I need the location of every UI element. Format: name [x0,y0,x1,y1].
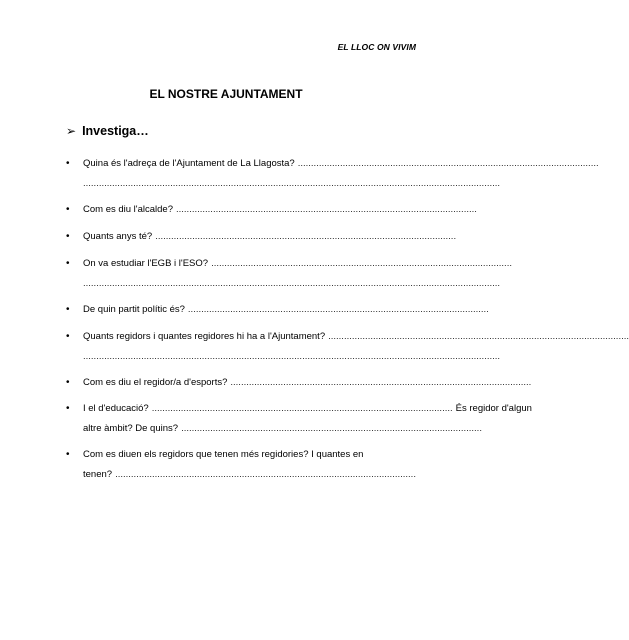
question-text: És regidor d'algun [455,403,532,414]
answer-line[interactable]: .................................................................................................................. [115,469,416,480]
section-label: Investiga… [82,124,149,138]
question-text: De quin partit polític és? [83,304,185,315]
question-item [66,327,629,367]
answer-line[interactable]: .................................................................................................................. [230,377,532,388]
question-item [66,300,489,320]
bullet-icon: • [66,449,70,460]
question-item [66,399,532,439]
question-text: altre àmbit? De quins? [83,423,179,434]
bullet-icon: • [66,204,70,215]
bullet-icon: • [66,258,70,269]
section-heading [66,124,149,138]
arrow-bullet-icon: ➢ [66,124,77,138]
page-title: EL NOSTRE AJUNTAMENT [149,87,303,101]
question-text: tenen? [83,469,113,480]
question-text: Com es diuen els regidors que tenen més regidories? I quantes en [83,449,364,460]
answer-line[interactable]: .............................................................................................................................................................. [83,278,501,289]
question-list [66,154,629,485]
bullet-icon: • [66,331,70,342]
question-item [66,154,599,194]
answer-line[interactable]: .................................................................................................................. [151,403,453,414]
answer-line[interactable]: .................................................................................................................. [211,258,512,269]
bullet-icon: • [66,304,70,315]
question-text: Quants regidors i quantes regidores hi ha a l'Ajuntament? [83,331,326,342]
question-item [66,254,512,294]
answer-line[interactable]: .................................................................................................................. [297,158,599,169]
question-item [66,200,477,220]
question-item [66,373,532,393]
answer-line[interactable]: .............................................................................................................................................................. [83,351,501,362]
question-text: Quants anys té? [83,231,153,242]
question-item [66,227,457,247]
question-text: I el d'educació? [83,403,149,414]
page-header: EL LLOC ON VIVIM [337,42,416,52]
answer-line[interactable]: .................................................................................................................. [328,331,629,342]
question-text: Com es diu el regidor/a d'esports? [83,377,228,388]
question-text: Quina és l'adreça de l'Ajuntament de La Llagosta? [83,158,295,169]
bullet-icon: • [66,377,70,388]
bullet-icon: • [66,403,70,414]
answer-line[interactable]: .............................................................................................................................................................. [83,178,501,189]
answer-line[interactable]: .................................................................................................................. [181,423,482,434]
question-text: Com es diu l'alcalde? [83,204,173,215]
question-item [66,445,418,485]
answer-line[interactable]: .................................................................................................................. [155,231,457,242]
bullet-icon: • [66,231,70,242]
question-text: On va estudiar l'EGB i l'ESO? [83,258,209,269]
answer-line[interactable]: .................................................................................................................. [176,204,477,215]
answer-line[interactable]: .................................................................................................................. [187,304,489,315]
bullet-icon: • [66,158,70,169]
